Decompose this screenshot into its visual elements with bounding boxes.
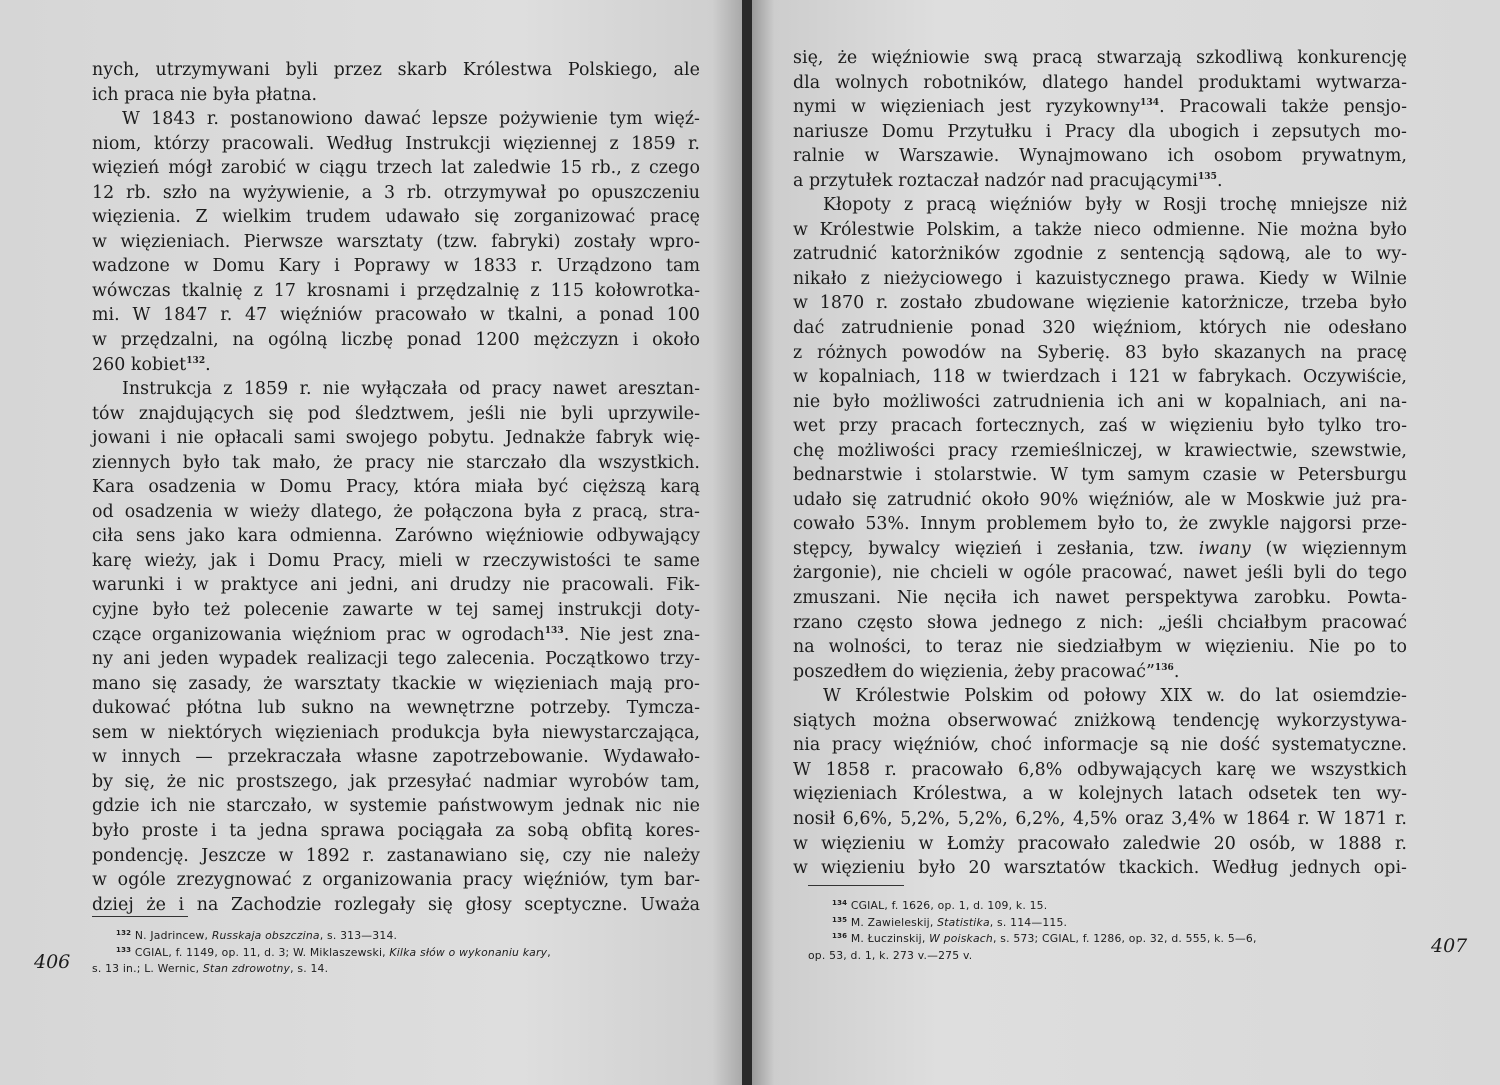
footnote-133: $^{133}$ CGIAL, f. 1149, op. 11, d. 3; W. Miklaszewski, Kilka słów o wykonaniu kary, bbox=[116, 945, 551, 959]
text-line: udało się zatrudnić około 90% więźniów, ale w Moskwie już pra- bbox=[793, 489, 1407, 510]
text-line: Kara osadzenia w Domu Pracy, która miała być cięższą karą bbox=[92, 477, 700, 498]
text-line: a przytułek roztaczał nadzór nad pracującymi$^{135}$. bbox=[793, 170, 1223, 191]
text-line: nia pracy więźniów, choć informacje są nie dość systematyczne. bbox=[793, 735, 1407, 756]
text-line: się, że więźniowie swą pracą stwarzają szkodliwą konkurencję bbox=[793, 48, 1407, 68]
text-line: W Królestwie Polskim od połowy XIX w. do lat osiemdzie- bbox=[823, 686, 1407, 707]
footnote-rule bbox=[808, 885, 904, 886]
footnote-133-cont: s. 13 in.; L. Wernic, Stan zdrowotny, s. 14. bbox=[92, 962, 329, 975]
text-line: w innych — przekraczała własne zapotrzebowanie. Wydawało- bbox=[92, 747, 700, 768]
left-footnotes bbox=[92, 928, 700, 978]
text-line: 260 kobiet$^{132}$. bbox=[92, 354, 211, 375]
text-line: więzień mógł zarobić w ciągu trzech lat zaledwie 15 rb., z czego bbox=[92, 158, 700, 179]
text-line: nie było możliwości zatrudnienia ich ani w kopalniach, ani na- bbox=[793, 391, 1407, 412]
text-line: nych, utrzymywani byli przez skarb Królestwa Polskiego, ale bbox=[92, 60, 700, 80]
text-line: ny ani jeden wypadek realizacji tego zalecenia. Początkowo trzy- bbox=[92, 649, 700, 670]
text-line: dukować płótna lub sukno na wewnętrzne potrzeby. Tymcza- bbox=[92, 698, 700, 719]
text-line: dla wolnych robotników, dlatego handel produktami wytwarza- bbox=[793, 72, 1407, 93]
text-line: było proste i ta jedna sprawa pociągała za sobą obfitą kores- bbox=[92, 820, 700, 841]
text-line: ich praca nie była płatna. bbox=[92, 84, 318, 105]
text-line: na wolności, to teraz nie siedziałbym w więzieniu. Nie po to bbox=[793, 637, 1407, 658]
text-line: w więzieniu w Łomży pracowało zaledwie 20 osób, w 1888 r. bbox=[793, 833, 1407, 854]
text-line: Instrukcja z 1859 r. nie wyłączała od pracy nawet aresztan- bbox=[122, 379, 700, 400]
footnote-135: $^{135}$ M. Zawieleskij, Statistika, s. 114—115. bbox=[832, 915, 1068, 929]
text-line: od osadzenia w wieży dlatego, że połączona była z pracą, stra- bbox=[92, 501, 700, 522]
left-body-text bbox=[92, 58, 700, 917]
text-line: nikało z nieżyciowego i kazuistycznego prawa. Kiedy w Wilnie bbox=[793, 268, 1407, 289]
text-line: wadzone w Domu Kary i Poprawy w 1833 r. Urządzono tam bbox=[92, 256, 700, 277]
book-gutter bbox=[742, 0, 752, 1085]
footnote-132: $^{132}$ N. Jadrincew, Russkaja obszczina, s. 313—314. bbox=[116, 929, 398, 942]
text-line: ziennych było tak mało, że pracy nie starczało dla wszystkich. bbox=[92, 452, 700, 473]
text-line: W 1858 r. pracowało 6,8% odbywających karę we wszystkich bbox=[793, 759, 1407, 780]
text-line: zmuszani. Nie nęciła ich nawet perspektywa zarobku. Powta- bbox=[793, 588, 1407, 609]
text-line: tów znajdujących się pod śledztwem, jeśli nie byli uprzywile- bbox=[92, 403, 700, 424]
text-line: sem w niektórych więzieniach produkcja była niewystarczająca, bbox=[92, 722, 700, 743]
text-line: ralnie w Warszawie. Wynajmowano ich osobom prywatnym, bbox=[793, 146, 1407, 167]
footnote-ref: 133 bbox=[544, 625, 564, 636]
right-body-text bbox=[793, 46, 1407, 881]
text-line: zatrudnić katorżników zgodnie z sentencją sądową, ale to wy- bbox=[793, 244, 1407, 265]
page-number: 407 bbox=[1431, 935, 1468, 957]
text-line: jowani i nie opłacali sami swojego pobytu. Jednakże fabryk wię- bbox=[92, 428, 700, 449]
text-line: dziej że i na Zachodzie rozlegały się głosy sceptyczne. Uważa bbox=[92, 894, 700, 915]
text-line: w przędzalni, na ogólną liczbę ponad 1200 mężczyzn i około bbox=[92, 330, 700, 351]
text-line: więzienia. Z wielkim trudem udawało się zorganizować pracę bbox=[92, 207, 700, 228]
text-line: ciła sens jako kara odmienna. Zarówno więźniowie odbywający bbox=[92, 526, 700, 547]
left-page bbox=[0, 0, 742, 1085]
footnote-136: $^{136}$ M. Łuczinskij, W poiskach, s. 573; CGIAL, f. 1286, op. 32, d. 555, k. 5—6, bbox=[832, 932, 1257, 945]
text-line: nymi w więzieniach jest ryzykowny$^{134}$. Pracowali także pensjo- bbox=[793, 97, 1407, 118]
text-line: chę możliwości pracy rzemieślniczej, w krawiectwie, szewstwie, bbox=[793, 440, 1407, 461]
text-line: bednarstwie i stolarstwie. W tym samym czasie w Petersburgu bbox=[793, 465, 1407, 486]
text-line: dać zatrudnienie ponad 320 więźniom, których nie odesłano bbox=[793, 318, 1407, 339]
text-line: 12 rb. szło na wyżywienie, a 3 rb. otrzymywał po opuszczeniu bbox=[92, 182, 700, 203]
footnote-ref: 136 bbox=[1154, 662, 1174, 673]
footnote-rule bbox=[92, 916, 188, 917]
text-line: żargonie), nie chcieli w ogóle pracować, nawet jeśli byli do tego bbox=[793, 563, 1407, 584]
footnote-ref: 132 bbox=[186, 355, 206, 366]
text-line: więzieniach Królestwa, a w kolejnych latach odsetek ten wy- bbox=[793, 784, 1407, 805]
text-line: niom, którzy pracowali. Według Instrukcji więziennej z 1859 r. bbox=[92, 133, 700, 154]
text-line: karę wieży, jak i Domu Pracy, mieli w rzeczywistości te same bbox=[92, 550, 700, 571]
text-line: pondencję. Jeszcze w 1892 r. zastanawiano się, czy nie należy bbox=[92, 845, 700, 866]
text-line: mi. W 1847 r. 47 więźniów pracowało w tkalni, a ponad 100 bbox=[92, 305, 700, 326]
text-line: nosił 6,6%, 5,2%, 5,2%, 6,2%, 4,5% oraz 3,4% w 1864 r. W 1871 r. bbox=[793, 808, 1407, 829]
text-line: cyjne było też polecenie zawarte w tej samej instrukcji doty- bbox=[92, 600, 700, 621]
text-line: gdzie ich nie starczało, w systemie państwowym jednak nic nie bbox=[92, 796, 700, 817]
text-line: warunki i w praktyce ani jedni, ani drudzy nie pracowali. Fik- bbox=[92, 575, 700, 596]
text-line: w więzieniach. Pierwsze warsztaty (tzw. fabryki) zostały wpro- bbox=[92, 231, 700, 252]
text-line: wet przy pracach fortecznych, zaś w więzieniu było tylko tro- bbox=[793, 416, 1407, 437]
text-line: rzano często słowa jednego z nich: „jeśli chciałbym pracować bbox=[793, 612, 1407, 633]
text-line: z różnych powodów na Syberię. 83 było skazanych na pracę bbox=[793, 342, 1407, 363]
text-line: mano się zasady, że warsztaty tkackie w więzieniach mają pro- bbox=[92, 673, 700, 694]
text-line: W 1843 r. postanowiono dawać lepsze pożywienie tym więź- bbox=[122, 109, 700, 130]
footnote-ref: 135 bbox=[1198, 171, 1217, 182]
right-page bbox=[752, 0, 1500, 1085]
text-line: w kopalniach, 118 w twierdzach i 121 w fabrykach. Oczywiście, bbox=[793, 367, 1407, 388]
text-line: w Królestwie Polskim, a także nieco odmienne. Nie można było bbox=[793, 219, 1407, 240]
text-line: siątych można obserwować zniżkową tendencję wykorzystywa- bbox=[793, 710, 1407, 731]
text-line: stępcy, bywalcy więzień i zesłania, tzw. iwany (w więziennym bbox=[793, 538, 1407, 559]
text-line: nariusze Domu Przytułku i Pracy dla ubogich i zepsutych mo- bbox=[793, 121, 1407, 142]
text-line: w więzieniu było 20 warsztatów tkackich. Według jednych opi- bbox=[793, 858, 1407, 879]
footnote-134: $^{134}$ CGIAL, f. 1626, op. 1, d. 109, k. 15. bbox=[832, 899, 1048, 912]
text-line: w 1870 r. zostało zbudowane więzienie katorżnicze, trzeba było bbox=[793, 293, 1407, 314]
text-line: czące organizowania więźniom prac w ogrodach$^{133}$. Nie jest zna- bbox=[92, 624, 701, 645]
text-line: cowało 53%. Innym problemem było to, że zwykle najgorsi prze- bbox=[793, 514, 1407, 535]
text-line: Kłopoty z pracą więźniów były w Rosji trochę mniejsze niż bbox=[823, 195, 1407, 216]
text-line: poszedłem do więzienia, żeby pracować”$^{136}$. bbox=[793, 661, 1180, 682]
page-number: 406 bbox=[34, 951, 71, 973]
text-line: w ogóle zrezygnować z organizowania pracy więźniów, tym bar- bbox=[92, 870, 700, 891]
text-line: wówczas tkalnię z 17 krosnami i przędzalnię z 115 kołowrotka- bbox=[92, 280, 700, 301]
footnote-136-cont: op. 53, d. 1, k. 273 v.—275 v. bbox=[808, 948, 973, 962]
right-footnotes bbox=[808, 898, 1416, 964]
footnote-ref: 134 bbox=[1140, 98, 1160, 109]
text-line: by się, że nic prostszego, jak przesyłać nadmiar wyrobów tam, bbox=[92, 771, 700, 792]
